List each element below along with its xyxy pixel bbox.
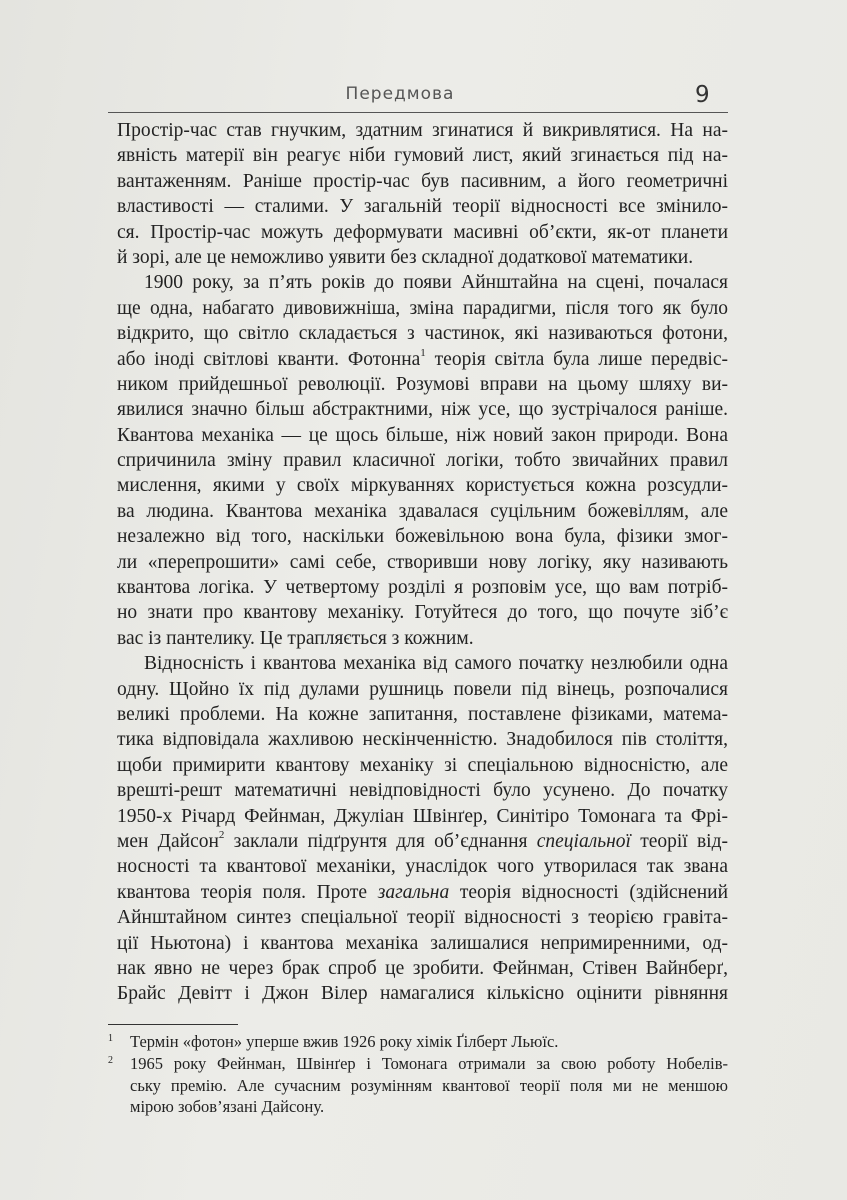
text-line: врешті-решт математичні невідповідності було усунено. До початку [117,780,728,802]
text-segment: заклали підґрунтя для об’єднання [224,830,537,852]
text-line: тика відповідала жахливою нескінченністю. Знадобилося пів століття, [117,729,728,751]
emphasis: спеціальної [536,830,631,852]
text-line: квантова логіка. У четвертому розділі я розповім усе, що вам потріб- [117,577,728,599]
footnotes [108,1031,728,1118]
text-line: Квантова механіка — це щось більше, ніж новий закон природи. Вона [117,424,728,446]
text-line: ся. Простір-час можуть деформувати масивні об’єкти, як-от планети [117,221,728,243]
body-text [117,118,728,1007]
text-line: відкрито, що світло складається з частинок, які називаються фотони, [117,323,728,345]
footnote-line: Термін «фотон» уперше вжив 1926 року хімік Ґілберт Льюїс. [130,1032,559,1051]
text-line: ва людина. Квантова механіка здавалася суцільним божевіллям, але [117,500,728,522]
footnote-number: 2 [108,1054,113,1066]
text-line: ником прийдешньої революції. Розумові вправи на цьому шляху ви- [117,373,728,395]
text-line: спричинила зміну правил класичної логіки, тобто звичайних правил [117,450,728,472]
text-line: вантаженням. Раніше простір-час був пасивним, а його геометричні [117,170,728,192]
footnote-number: 1 [108,1033,113,1044]
text-line: явилися значно більш абстрактними, ніж усе, що зустрічалося раніше. [117,399,728,421]
text-segment: теорія світла була лише передвіс- [425,348,729,370]
text-line: нак явно не через брак спроб це зробити. Фейнман, Стівен Вайнберґ, [117,957,728,979]
text-line: ще одна, набагато дивовижніша, зміна парадигми, після того як було [117,297,728,319]
text-line: Айнштайном синтез спеціальної теорії відносності з теорією гравіта- [117,907,728,929]
text-line: Брайс Девітт і Джон Вілер намагалися кількісно оцінити рівняння [117,983,728,1005]
text-line: мислення, якими у своїх міркуваннях користується кожна розсудли- [117,475,728,497]
footnote-text [130,1053,728,1118]
paragraph [117,270,728,651]
text-segment: квантова теорія поля. Проте [117,881,378,903]
text-line: но знати про квантову механіку. Готуйтеся до того, що почуте зіб’є [117,602,728,624]
paragraph [117,118,728,270]
header-rule [108,112,728,113]
text-line: носності та квантової механіки, унаслідок чого утворилася так звана [117,856,728,878]
footnote-text [130,1031,728,1053]
text-line: 1950-х Річард Фейнман, Джуліан Швінґер, Синітіро Томонага та Фрі- [117,805,728,827]
text-line: вас із пантелику. Це трапляється з кожним. [117,627,474,649]
page-number: 9 [695,82,710,108]
text-line: властивості — сталими. У загальній теорії відносності все змінило- [117,196,728,218]
text-line [117,829,728,854]
text-line: щоби примирити квантову механіку зі спеціальною відносністю, але [117,754,728,776]
text-line: ли «перепрошити» самі себе, створивши нову логіку, яку називають [117,551,728,573]
text-line: 1900 року, за п’ять років до появи Айнштайна на сцені, почалася [144,272,728,294]
footnote-line: ську премію. Але сучасним розумінням квантової теорії поля ми не меншою [130,1075,728,1095]
footnote [108,1053,728,1118]
footnote [108,1031,728,1053]
footnote-ref: 1 [420,346,426,359]
text-segment: теорії від- [630,830,728,852]
text-line [117,880,728,905]
text-line: Відносність і квантова механіка від самого початку незлюбили одна [144,653,728,675]
footnote-rule [108,1024,238,1025]
text-line: великі проблеми. На кожне запитання, поставлене фізиками, матема- [117,703,728,725]
footnote-ref: 2 [218,828,225,841]
text-line: ції Ньютона) і квантова механіка залишалися непримиренними, од- [117,932,728,954]
text-line: одну. Щойно їх під дулами рушниць повели під вінець, розпочалися [117,678,728,700]
footnote-line: 1965 року Фейнман, Швінґер і Томонага отримали за свою роботу Нобелів- [130,1053,728,1073]
paragraph [117,651,728,1006]
text-line [117,347,728,372]
text-segment: теорія відносності (здійснений [449,881,728,903]
text-line: й зорі, але це неможливо уявити без складної додаткової математики. [117,246,694,268]
running-header-title: Передмова [345,84,455,104]
text-line: незалежно від того, наскільки божевільною вона була, фізики змог- [117,526,728,548]
emphasis: загальна [377,881,450,903]
text-segment: мен Дайсон [117,830,219,852]
text-segment: або іноді світлові кванти. Фотонна [117,348,421,370]
text-line: Простір-час став гнучким, здатним згинатися й викривлятися. На на- [117,120,728,141]
footnote-line: мірою зобов’язані Дайсону. [130,1097,325,1117]
text-line: явність матерії він реагує ніби гумовий лист, який згинається під на- [117,145,728,167]
